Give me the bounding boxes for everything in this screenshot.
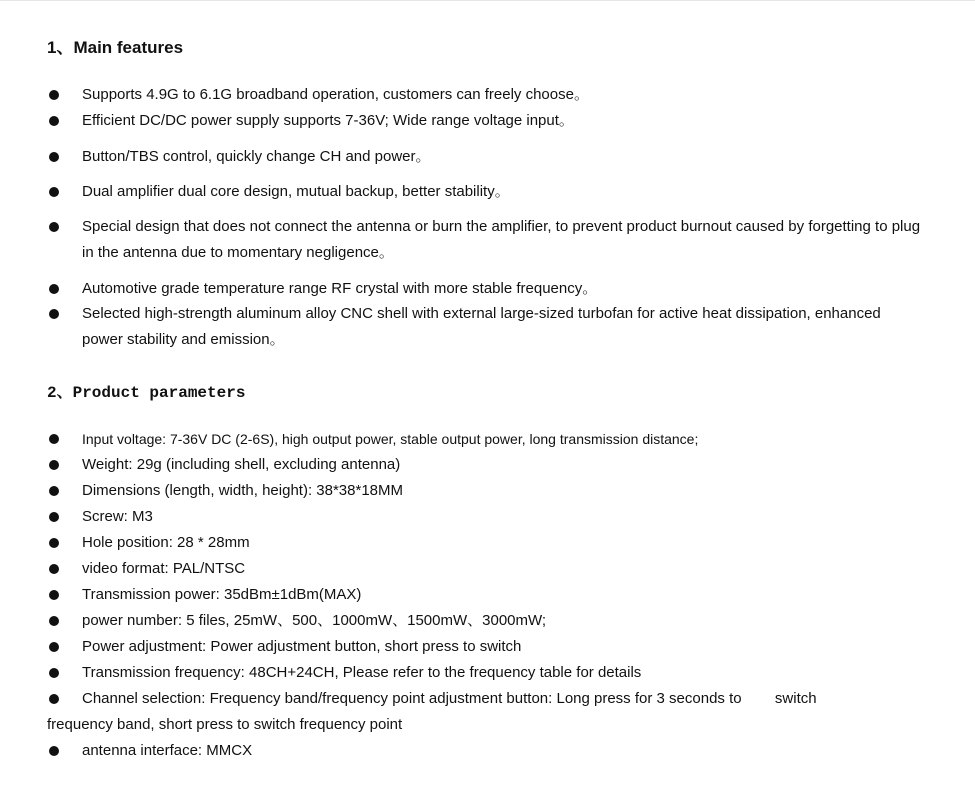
list-item-text: Supports 4.9G to 6.1G broadband operation, customers can freely choose。 [82,86,589,103]
bullet-icon [49,694,59,704]
list-item-text: Channel selection: Frequency band/frequency point adjustment button: Long press for 3 seconds to switch [82,690,817,707]
list-item-text: Dimensions (length, width, height): 38*38*18MM [82,482,403,499]
bullet-icon [49,116,59,126]
list-item-text: power number: 5 files, 25mW、500、1000mW、1500mW、3000mW; [82,612,547,629]
bullet-icon [49,434,59,444]
list-item-text: Weight: 29g (including shell, excluding antenna) [82,456,401,473]
bullet-icon [49,512,59,522]
page-top-rule [0,0,975,1]
list-item-text: Screw: M3 [82,508,153,525]
list-item-text: Transmission frequency: 48CH+24CH, Please refer to the frequency table for details [82,664,642,681]
bullet-icon [49,460,59,470]
bullet-icon [49,309,59,319]
bullet-icon [49,486,59,496]
list-item-text: Dual amplifier dual core design, mutual backup, better stability。 [82,183,510,200]
section-heading-product-parameters: 2、Product parameters [47,384,246,402]
list-item-text: Input voltage: 7-36V DC (2-6S), high output power, stable output power, long transmission distance; [82,431,699,447]
bullet-icon [49,668,59,678]
list-item-text: Hole position: 28 * 28mm [82,534,250,551]
bullet-icon [49,564,59,574]
list-item-text: video format: PAL/NTSC [82,560,246,577]
list-item-continuation-text: frequency band, short press to switch frequency point [47,716,403,733]
list-item-text: Selected high-strength aluminum alloy CNC shell with external large-sized turbofan for active heat dissipation, enhanced power stability and emission。 [82,305,881,348]
list-item-text: Efficient DC/DC power supply supports 7-36V; Wide range voltage input。 [82,112,574,129]
list-item-text: Power adjustment: Power adjustment button, short press to switch [82,638,522,655]
bullet-icon [49,187,59,197]
bullet-icon [49,90,59,100]
list-item-text: Button/TBS control, quickly change CH and power。 [82,148,431,165]
list-item-text: Automotive grade temperature range RF crystal with more stable frequency。 [82,280,598,297]
list-item-text: Special design that does not connect the antenna or burn the amplifier, to prevent product burnout caused by forgetting to plug in the antenna due to momentary negligence。 [82,218,921,261]
section-heading-main-features: 1、Main features [47,38,184,57]
bullet-icon [49,590,59,600]
bullet-icon [49,284,59,294]
list-item-text: Transmission power: 35dBm±1dBm(MAX) [82,586,362,603]
bullet-icon [49,642,59,652]
bullet-icon [49,152,59,162]
list-item-text: antenna interface: MMCX [82,742,253,759]
bullet-icon [49,222,59,232]
bullet-icon [49,746,59,756]
bullet-icon [49,616,59,626]
bullet-icon [49,538,59,548]
